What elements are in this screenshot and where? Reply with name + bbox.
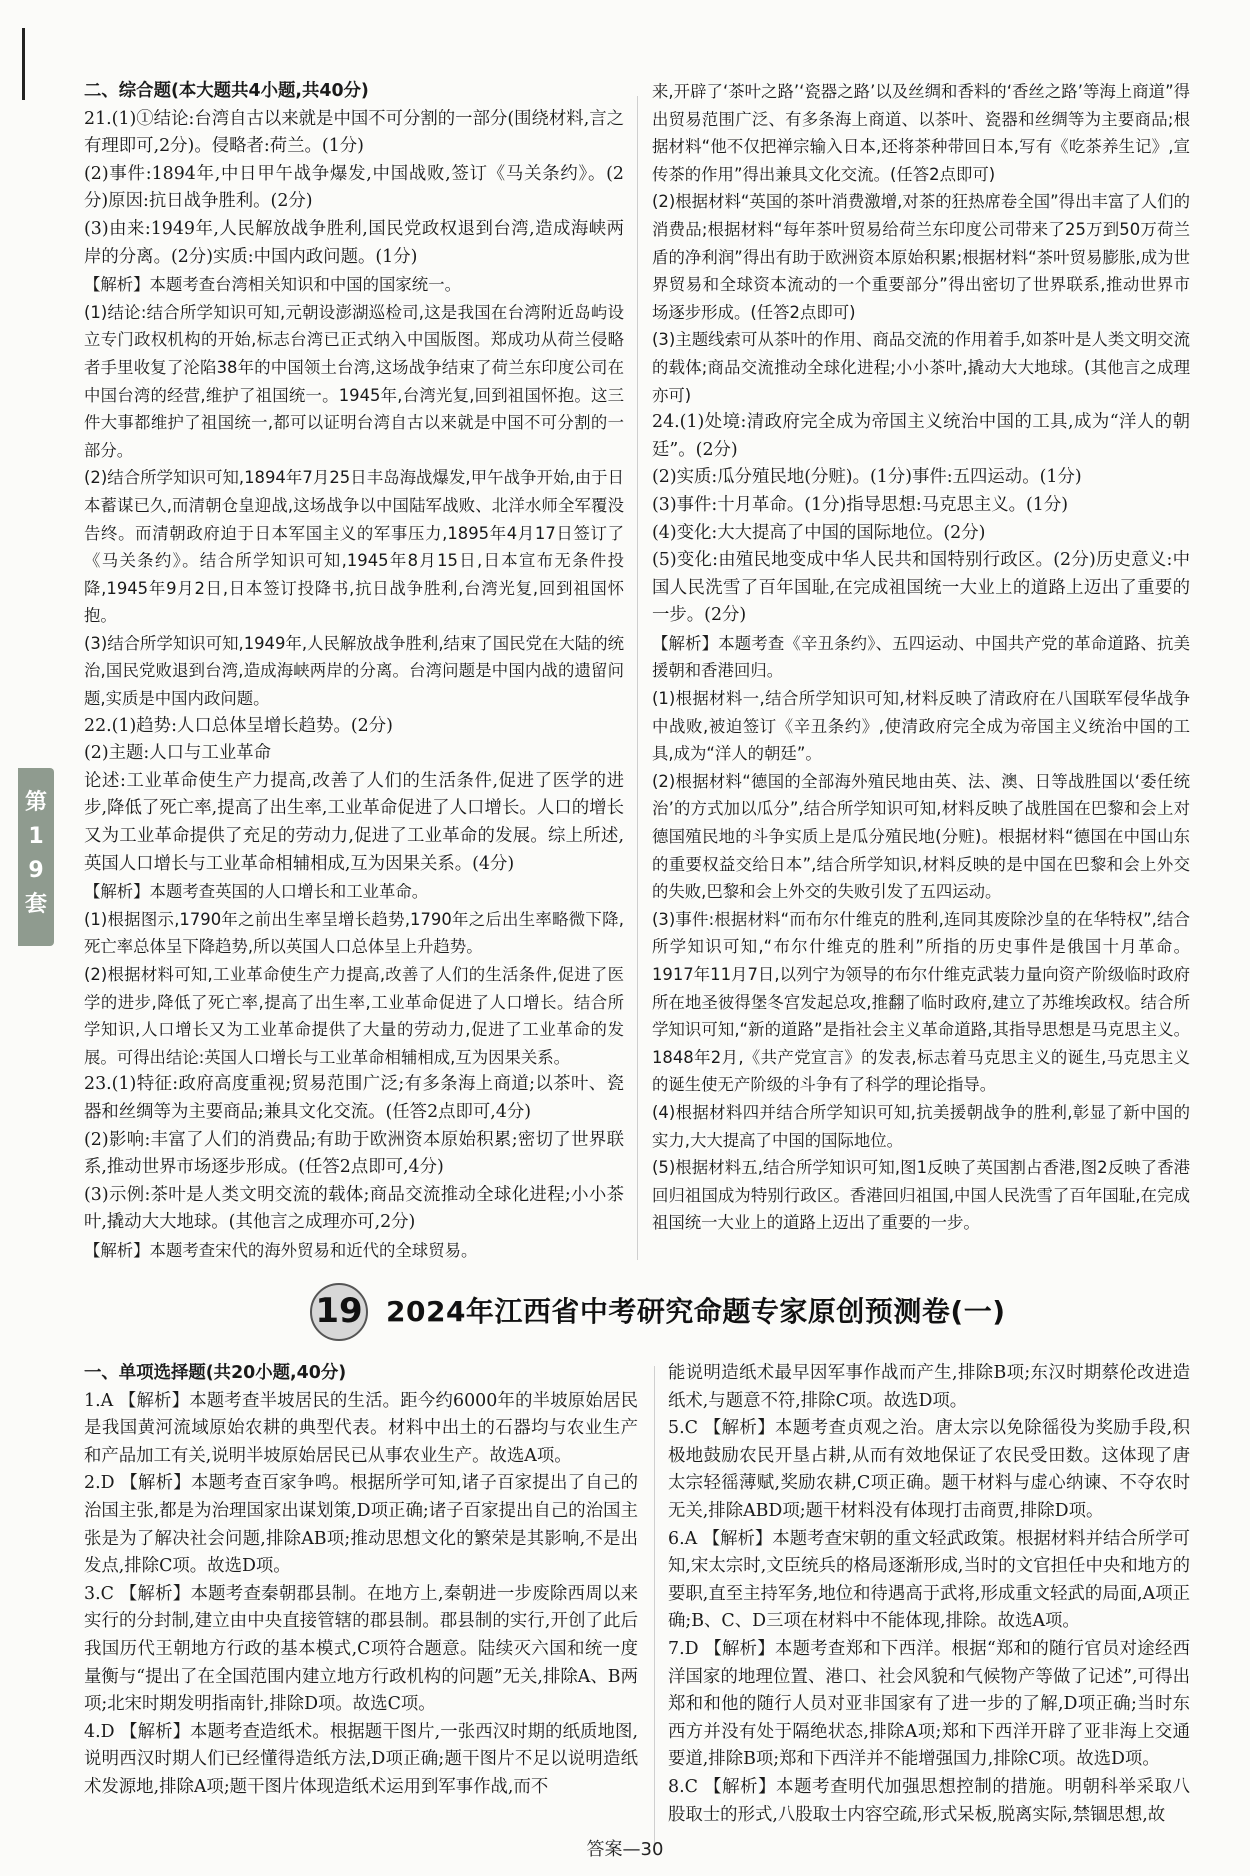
answer-paragraph: 论述:工业革命使生产力提高,改善了人们的生活条件,促进了医学的进步,降低了死亡率,提高了出生率,工业革命促进了人口增长。人口的增长又为工业革命提供了充足的劳动力,促进了工业革命的发展。综上所述,英国人口增长与工业革命相辅相成,互为因果关系。(4分) (84, 770, 624, 874)
answer-paragraph: 1.A 【解析】本题考查半坡居民的生活。距今约6000年的半坡原始居民是我国黄河流域原始农耕的典型代表。材料中出土的石器均与农业生产和产品加工有关,说明半坡原始居民已从事农业生产。故选A项。 (84, 1390, 638, 1466)
analysis-paragraph: (2)根据材料可知,工业革命使生产力提高,改善了人们的生活条件,促进了医学的进步,降低了死亡率,提高了出生率,工业革命促进了人口增长。结合所学知识,人口增长又为工业革命提供了大量的劳动力,促进了工业革命的发展。可得出结论:英国人口增长与工业革命相辅相成,互为因果关系。 (84, 965, 624, 1067)
analysis-paragraph: (2)根据材料“英国的茶叶消费激增,对茶的狂热席卷全国”得出丰富了人们的消费品;根据材料“每年茶叶贸易给荷兰东印度公司带来了25万到50万荷兰盾的净利润”得出有助于欧洲资本原始积累;根据材料“茶叶贸易膨胀,成为世界贸易和全球资本流动的一个重要部分”得出密切了世界联系,推动世界市场逐步形成。(任答2点即可) (652, 192, 1190, 322)
answer-column-bottom-left (84, 1360, 638, 1830)
answer-paragraph: (2)实质:瓜分殖民地(分赃)。(1分)事件:五四运动。(1分) (652, 467, 1082, 488)
analysis-paragraph: (1)结论:结合所学知识可知,元朝设澎湖巡检司,这是我国在台湾附近岛屿设立专门政权机构的开始,标志台湾已正式纳入中国版图。郑成功从荷兰侵略者手里收复了沦陷38年的中国领土台湾,这场战争结束了荷兰东印度公司在中国台湾的经营,维护了祖国统一。1945年,台湾光复,回到祖国怀抱。这三件大事都维护了祖国统一,都可以证明台湾自古以来就是中国不可分割的一部分。 (84, 302, 624, 460)
banner-title: 2024年江西省中考研究命题专家原创预测卷(一) (386, 1295, 1006, 1329)
analysis-paragraph: (2)根据材料“德国的全部海外殖民地由英、法、澳、日等战胜国以‘委任统治’的方式加以瓜分”,结合所学知识可知,材料反映了战胜国在巴黎和会上对德国殖民地的斗争实质上是瓜分殖民地(分赃)。根据材料“德国在中国山东的重要权益交给日本”,结合所学知识,材料反映的是中国在巴黎和会上外交的失败,巴黎和会上外交的失败引发了五四运动。 (652, 771, 1190, 902)
answer-paragraph: (4)变化:大大提高了中国的国际地位。(2分) (652, 522, 986, 543)
answer-paragraph: 7.D 【解析】本题考查郑和下西洋。根据“郑和的随行官员对途经西洋国家的地理位置、港口、社会风貌和气候物产等做了记述”,可得出郑和和他的随行人员对亚非国家有了进一步的了解,D项正确;当时东西方并没有处于隔绝状态,排除A项;郑和下西洋开辟了亚非海上交通要道,排除B项;郑和下西洋并不能增强国力,排除C项。故选D项。 (668, 1638, 1190, 1770)
analysis-paragraph: (3)结合所学知识可知,1949年,人民解放战争胜利,结束了国民党在大陆的统治,国民党败退到台湾,造成海峡两岸的分离。台湾问题是中国内战的遗留问题,实质是中国内政问题。 (84, 633, 624, 709)
answer-column-right (652, 78, 1190, 1266)
answer-paragraph: 6.A 【解析】本题考查宋朝的重文轻武政策。根据材料并结合所学可知,宋太宗时,文臣统兵的格局逐渐形成,当时的文官担任中央和地方的要职,直至主持军务,地位和待遇高于武将,形成重文轻武的局面,A项正确;B、C、D三项在材料中不能体现,排除。故选A项。 (668, 1528, 1190, 1632)
analysis-paragraph: (3)主题线索可从茶叶的作用、商品交流的作用着手,如茶叶是人类文明交流的载体;商品交流推动全球化进程;小小茶叶,撬动大大地球。(其他言之成理亦可) (652, 330, 1190, 405)
answer-paragraph: (2)事件:1894年,中日甲午战争爆发,中国战败,签订《马关条约》。(2分)原因:抗日战争胜利。(2分) (84, 163, 624, 212)
answer-paragraph: 21.(1)①结论:台湾自古以来就是中国不可分割的一部分(围绕材料,言之有理即可,2分)。侵略者:荷兰。(1分) (84, 108, 624, 157)
section-banner (310, 1282, 1006, 1342)
answer-paragraph: (3)由来:1949年,人民解放战争胜利,国民党政权退到台湾,造成海峡两岸的分离。(2分)实质:中国内政问题。(1分) (84, 218, 624, 267)
left-margin-rule (22, 28, 25, 100)
answer-paragraph: 能说明造纸术最早因军事作战而产生,排除B项;东汉时期蔡伦改进造纸术,与题意不符,排除C项。故选D项。 (668, 1363, 1190, 1411)
answer-paragraph: (3)事件:十月革命。(1分)指导思想:马克思主义。(1分) (652, 494, 1069, 515)
section-heading: 二、综合题(本大题共4小题,共40分) (84, 81, 369, 101)
column-divider-bottom (654, 1366, 655, 1844)
banner-number-badge: 19 (310, 1283, 368, 1341)
answer-paragraph: 24.(1)处境:清政府完全成为帝国主义统治中国的工具,成为“洋人的朝廷”。(2分) (652, 412, 1190, 460)
answer-paragraph: (2)影响:丰富了人们的消费品;有助于欧洲资本原始积累;密切了世界联系,推动世界市场逐步形成。(任答2点即可,4分) (84, 1129, 624, 1178)
analysis-paragraph: (3)事件:根据材料“而布尔什维克的胜利,连同其废除沙皇的在华特权”,结合所学知识可知,“布尔什维克的胜利”所指的历史事件是俄国十月革命。1917年11月7日,以列宁为领导的布尔什维克武装力量向资产阶级临时政府所在地圣彼得堡冬宫发起总攻,推翻了临时政府,建立了苏维埃政权。结合所学知识可知,“新的道路”是指社会主义革命道路,其指导思想是马克思主义。1848年2月,《共产党宣言》的发表,标志着马克思主义的诞生,马克思主义的诞生使无产阶级的斗争有了科学的理论指导。 (652, 909, 1190, 1095)
answer-paragraph: 4.D 【解析】本题考查造纸术。根据题干图片,一张西汉时期的纸质地图,说明西汉时期人们已经懂得造纸方法,D项正确;题干图片不足以说明造纸术发源地,排除A项;题干图片体现造纸术运用到军事作战,而不 (84, 1721, 638, 1797)
analysis-paragraph: (5)根据材料五,结合所学知识可知,图1反映了英国割占香港,图2反映了香港回归祖国成为特别行政区。香港回归祖国,中国人民洗雪了百年国耻,在完成祖国统一大业上的道路上迈出了重要的一步。 (652, 1158, 1190, 1233)
analysis-paragraph: (4)根据材料四并结合所学知识可知,抗美援朝战争的胜利,彰显了新中国的实力,大大提高了中国的国际地位。 (652, 1102, 1190, 1150)
answer-paragraph: 5.C 【解析】本题考查贞观之治。唐太宗以免除徭役为奖励手段,积极地鼓励农民开垦占耕,从而有效地保证了农民受田数。这体现了唐太宗轻徭薄赋,奖励农耕,C项正确。题干材料与虚心纳谏、不夺农时无关,排除ABD项;题干材料没有体现打击商贾,排除D项。 (668, 1418, 1190, 1521)
analysis-paragraph: 来,开辟了‘茶叶之路’‘瓷器之路’以及丝绸和香料的‘香丝之路’等海上商道”得出贸易范围广泛、有多条海上商道、以茶叶、瓷器和丝绸等为主要商品;根据材料“他不仅把禅宗输入日本,还将茶种带回日本,写有《吃茶养生记》,宣传茶的作用”得出兼具文化交流。(任答2点即可) (652, 82, 1190, 184)
analysis-paragraph: (2)结合所学知识可知,1894年7月25日丰岛海战爆发,甲午战争开始,由于日本蓄谋已久,而清朝仓皇迎战,这场战争以中国陆军战败、北洋水师全军覆没告终。而清朝政府迫于日本军国主义的军事压力,1895年4月17日签订了《马关条约》。结合所学知识可知,1945年8月15日,日本宣布无条件投降,1945年9月2日,日本签订投降书,抗日战争胜利,台湾光复,回到祖国怀抱。 (84, 468, 624, 626)
analysis-paragraph: (1)根据图示,1790年之前出生率呈增长趋势,1790年之后出生率略微下降,死亡率总体呈下降趋势,所以英国人口总体呈上升趋势。 (84, 909, 624, 957)
analysis-paragraph: (1)根据材料一,结合所学知识可知,材料反映了清政府在八国联军侵华战争中战败,被迫签订《辛丑条约》,使清政府完全成为帝国主义统治中国的工具,成为“洋人的朝廷”。 (652, 689, 1190, 764)
answer-paragraph: (2)主题:人口与工业革命 (84, 743, 272, 764)
analysis-paragraph: 【解析】本题考查英国的人口增长和工业革命。 (84, 882, 429, 902)
answer-paragraph: (5)变化:由殖民地变成中华人民共和国特别行政区。(2分)历史意义:中国人民洗雪了百年国耻,在完成祖国统一大业上的道路上迈出了重要的一步。(2分) (652, 550, 1190, 626)
answer-paragraph: 8.C 【解析】本题考查明代加强思想控制的措施。明朝科举采取八股取士的形式,八股取士内容空疏,形式呆板,脱离实际,禁锢思想,故 (668, 1776, 1190, 1825)
answer-paragraph: 22.(1)趋势:人口总体呈增长趋势。(2分) (84, 715, 393, 736)
answer-paragraph: (3)示例:茶叶是人类文明交流的载体;商品交流推动全球化进程;小小茶叶,撬动大大地球。(其他言之成理亦可,2分) (84, 1184, 624, 1233)
analysis-paragraph (84, 1265, 624, 1266)
set-number-tab: 第 1 9 套 (18, 768, 54, 946)
section-heading: 一、单项选择题(共20小题,40分) (84, 1363, 347, 1383)
answer-column-bottom-right (668, 1360, 1190, 1830)
analysis-paragraph: 【解析】本题考查台湾相关知识和中国的国家统一。 (84, 275, 461, 295)
column-divider (637, 96, 638, 1260)
answer-paragraph: 3.C 【解析】本题考查秦朝郡县制。在地方上,秦朝进一步废除西周以来实行的分封制,建立由中央直接管辖的郡县制。郡县制的实行,开创了此后我国历代王朝地方行政的基本模式,C项符合题意。陆续灭六国和统一度量衡与“提出了在全国范围内建立地方行政机构的问题”无关,排除A、B两项;北宋时期发明指南针,排除D项。故选C项。 (84, 1583, 638, 1715)
analysis-paragraph: 【解析】本题考查宋代的海外贸易和近代的全球贸易。 (84, 1240, 478, 1260)
answer-paragraph: 23.(1)特征:政府高度重视;贸易范围广泛;有多条海上商道;以茶叶、瓷器和丝绸等为主要商品;兼具文化交流。(任答2点即可,4分) (84, 1074, 624, 1122)
answer-paragraph: 2.D 【解析】本题考查百家争鸣。根据所学可知,诸子百家提出了自己的治国主张,都是为治理国家出谋划策,D项正确;诸子百家提出自己的治国主张是为了解决社会问题,排除AB项;推动思想文化的繁荣是其影响,不是出发点,排除C项。故选D项。 (84, 1473, 638, 1577)
answer-column-left (84, 78, 624, 1266)
page-footer: 答案—30 (586, 1839, 664, 1860)
analysis-paragraph: 【解析】本题考查《辛丑条约》、五四运动、中国共产党的革命道路、抗美援朝和香港回归。 (652, 633, 1190, 681)
